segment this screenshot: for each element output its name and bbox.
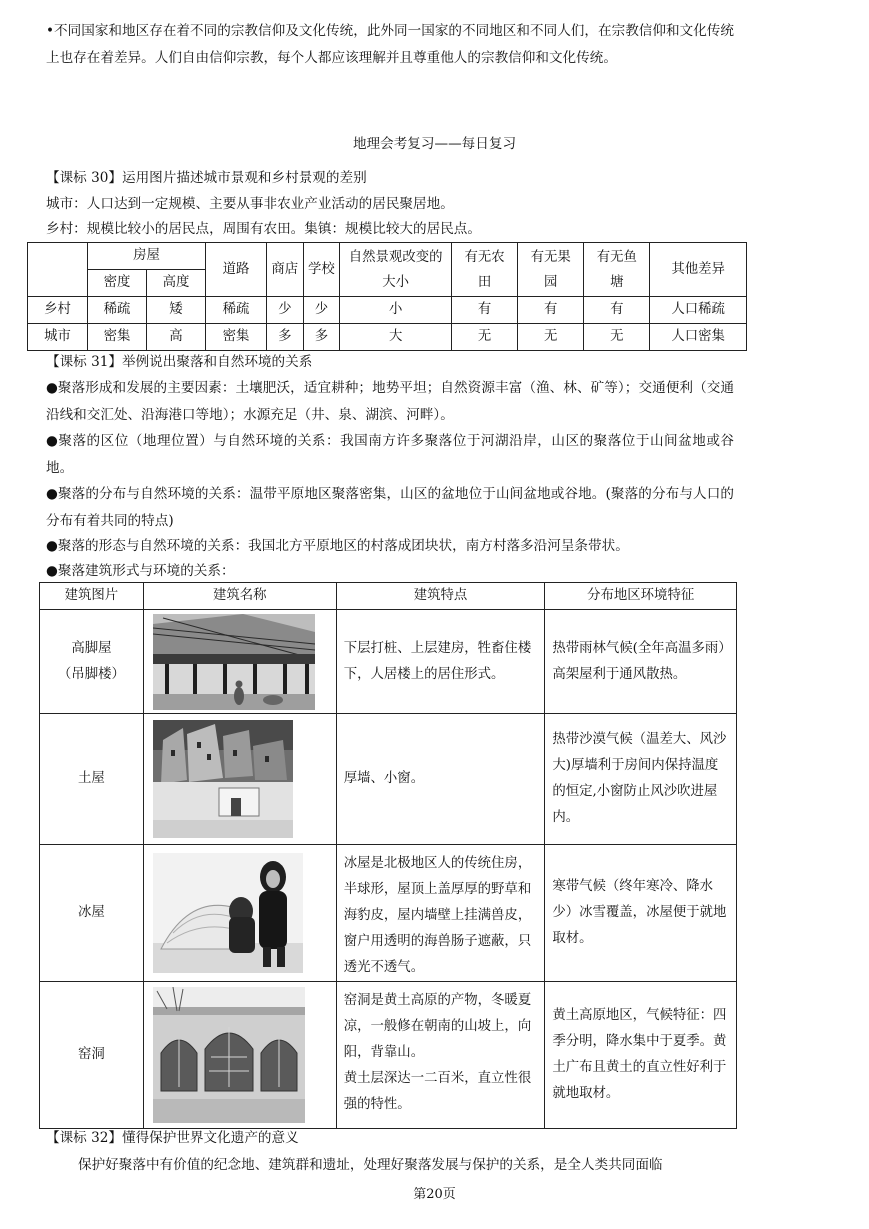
kb31-paragraph-5: ●聚落建筑形式与环境的关系： [46, 563, 235, 579]
header-nature-change: 自然景观改变的大小 [340, 243, 452, 297]
cell-pond: 有 [584, 297, 650, 324]
building-name: 高脚屋 （吊脚楼） [40, 610, 144, 714]
cell-other: 人口稀疏 [650, 297, 747, 324]
kb30-village-definition: 乡村：规模比较小的居民点，周围有农田。集镇：规模比较大的居民点。 [46, 221, 481, 237]
environment-feature: 热带雨林气候(全年高温多雨）高架屋利于通风散热。 [545, 610, 737, 714]
cell-other: 人口密集 [650, 324, 747, 351]
cell-density: 密集 [88, 324, 147, 351]
cell-road: 稀疏 [205, 297, 266, 324]
table-row [28, 324, 747, 351]
city-village-comparison-table [27, 242, 747, 351]
cell-shop: 少 [266, 297, 303, 324]
building-image-cell [143, 714, 336, 845]
earth-house-photo [153, 720, 293, 838]
header-pond: 有无鱼塘 [584, 243, 650, 297]
building-name: 窑洞 [40, 982, 144, 1129]
building-name: 土屋 [40, 714, 144, 845]
kb31-paragraph-2: ●聚落的区位（地理位置）与自然环境的关系：我国南方许多聚落位于河湖沿岸，山区的聚落位于山间盆地或谷地。 [46, 433, 734, 476]
header-road: 道路 [205, 243, 266, 297]
building-name: 冰屋 [40, 845, 144, 982]
cell-orchard: 有 [518, 297, 584, 324]
cell-school: 多 [303, 324, 340, 351]
header-environment: 分布地区环境特征 [545, 583, 737, 610]
environment-feature: 热带沙漠气候（温差大、风沙大)厚墙利于房间内保持温度的恒定,小窗防止风沙吹进屋内。 [545, 714, 737, 845]
building-feature: 厚墙、小窗。 [336, 714, 545, 845]
kb31-paragraph-4: ●聚落的形态与自然环境的关系：我国北方平原地区的村落成团块状，南方村落多沿河呈条带状。 [46, 538, 629, 554]
stilt-house-photo [153, 614, 315, 710]
table-row [40, 714, 737, 845]
section-title: 地理会考复习——每日复习 [352, 136, 517, 152]
header-farmland: 有无农田 [452, 243, 518, 297]
cell-height: 高 [146, 324, 205, 351]
building-feature: 下层打桩、上层建房，牲畜住楼下，人居楼上的居住形式。 [336, 610, 545, 714]
header-building-name: 建筑名称 [143, 583, 336, 610]
building-image-cell [143, 610, 336, 714]
kb32-paragraph-1: 保护好聚落中有价值的纪念地、建筑群和遗址，处理好聚落发展与保护的关系，是全人类共同面临 [78, 1157, 663, 1173]
cell-pond: 无 [584, 324, 650, 351]
cell-shop: 多 [266, 324, 303, 351]
kb32-heading: 【课标 32】懂得保护世界文化遗产的意义 [46, 1130, 299, 1146]
row-label: 城市 [28, 324, 88, 351]
header-other: 其他差异 [650, 243, 747, 297]
cell-orchard: 无 [518, 324, 584, 351]
page-number: 第20页 [413, 1187, 456, 1202]
header-density: 密度 [88, 270, 147, 297]
table-row [40, 845, 737, 982]
cave-dwelling-photo [153, 987, 305, 1123]
header-building-image: 建筑图片 [40, 583, 144, 610]
cell-height: 矮 [146, 297, 205, 324]
building-feature: 窑洞是黄土高原的产物，冬暖夏凉，一般修在朝南的山坡上，向阳，背靠山。 黄土层深达一二百米，直立性很强的特性。 [336, 982, 545, 1129]
table-corner-cell [28, 243, 88, 297]
kb30-heading: 【课标 30】运用图片描述城市景观和乡村景观的差别 [46, 170, 367, 186]
environment-feature: 寒带气候（终年寒冷、降水少）冰雪覆盖，冰屋便于就地取材。 [545, 845, 737, 982]
cell-farm: 无 [452, 324, 518, 351]
row-label: 乡村 [28, 297, 88, 324]
cell-school: 少 [303, 297, 340, 324]
building-forms-table [39, 582, 737, 1129]
environment-feature: 黄土高原地区，气候特征：四季分明，降水集中于夏季。黄土广布且黄土的直立性好利于就地取材。 [545, 982, 737, 1129]
table-row [28, 297, 747, 324]
header-shop: 商店 [266, 243, 303, 297]
igloo-photo [153, 853, 303, 973]
header-height: 高度 [146, 270, 205, 297]
kb31-paragraph-1: ●聚落形成和发展的主要因素：土壤肥沃，适宜耕种；地势平坦；自然资源丰富（渔、林、矿等）；交通便利（交通沿线和交汇处、沿海港口等地）；水源充足（井、泉、湖滨、河畔）。 [46, 380, 734, 423]
cell-road: 密集 [205, 324, 266, 351]
header-house: 房屋 [88, 243, 206, 270]
kb31-paragraph-3: ●聚落的分布与自然环境的关系：温带平原地区聚落密集，山区的盆地位于山间盆地或谷地。(聚落的分布与人口的分布有着共同的特点) [46, 486, 734, 529]
intro-paragraph: •不同国家和地区存在着不同的宗教信仰及文化传统，此外同一国家的不同地区和不同人们，在宗教信仰和文化传统上也存在着差异。人们自由信仰宗教，每个人都应该理解并且尊重他人的宗教信仰和文化传统。 [46, 23, 734, 66]
cell-nature: 小 [340, 297, 452, 324]
kb31-heading: 【课标 31】举例说出聚落和自然环境的关系 [46, 354, 313, 370]
header-orchard: 有无果园 [518, 243, 584, 297]
table-row [40, 610, 737, 714]
building-feature: 冰屋是北极地区人的传统住房，半球形，屋顶上盖厚厚的野草和海豹皮，屋内墙壁上挂满兽皮，窗户用透明的海兽肠子遮蔽，只透光不透气。 [336, 845, 545, 982]
kb30-city-definition: 城市：人口达到一定规模、主要从事非农业产业活动的居民聚居地。 [46, 196, 454, 212]
cell-nature: 大 [340, 324, 452, 351]
building-image-cell [143, 982, 336, 1129]
cell-density: 稀疏 [88, 297, 147, 324]
cell-farm: 有 [452, 297, 518, 324]
header-building-feature: 建筑特点 [336, 583, 545, 610]
building-image-cell [143, 845, 336, 982]
table-row [40, 982, 737, 1129]
header-school: 学校 [303, 243, 340, 297]
